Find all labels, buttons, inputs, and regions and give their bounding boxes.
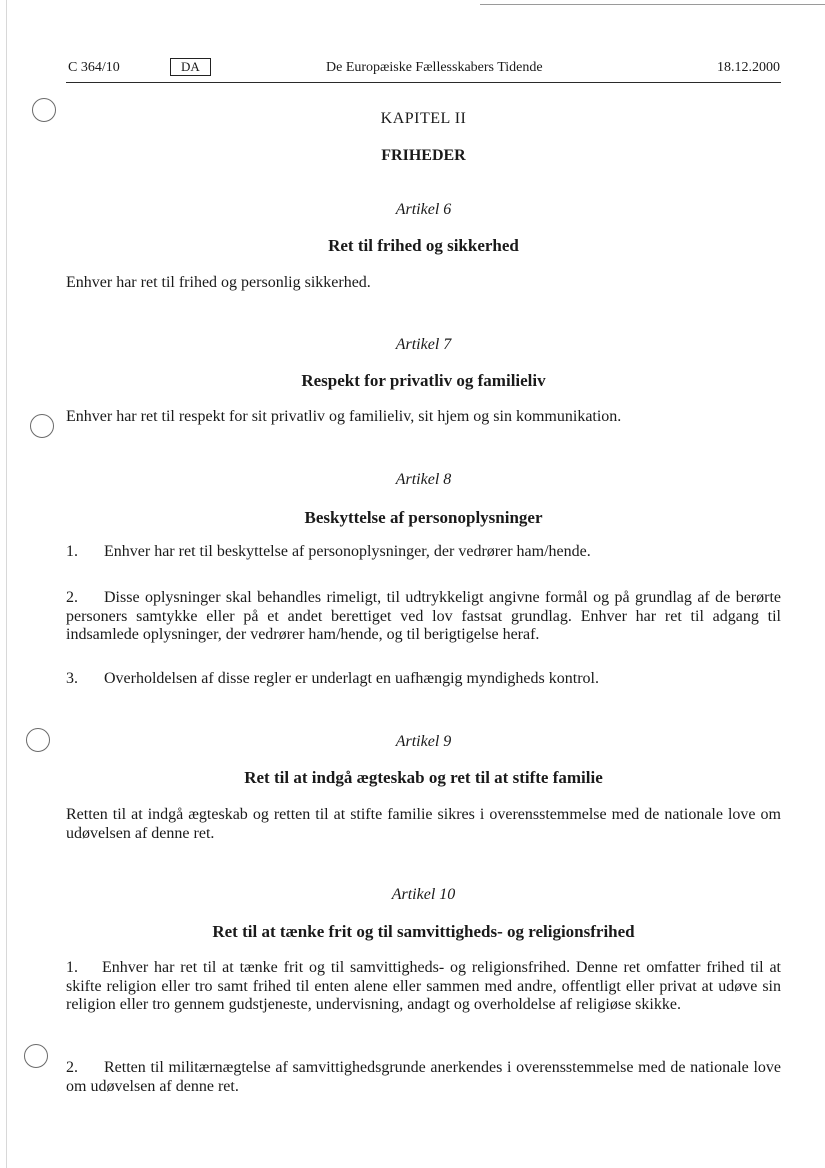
- paragraph-text: Retten til at indgå ægteskab og retten til at stifte familie sikres i overensstemmelse med de nationale love om udøvelsen af denne ret.: [66, 806, 781, 842]
- article-number: Artikel 7: [395, 336, 452, 353]
- paragraph-text: Enhver har ret til frihed og personlig sikkerhed.: [66, 274, 371, 291]
- punch-hole-mark: [32, 98, 56, 122]
- article-number: Artikel 9: [395, 733, 452, 750]
- scan-left-edge: [6, 0, 7, 1168]
- language-badge: DA: [170, 58, 211, 76]
- punch-hole-mark: [24, 1044, 48, 1068]
- paragraph-text: Retten til militærnægtelse af samvittighedsgrunde anerkendes i overensstemmelse med de nationale love om udøvelsen af denne ret.: [66, 1059, 781, 1095]
- article-paragraph: [66, 274, 781, 293]
- article-title: Beskyttelse af personoplysninger: [304, 508, 543, 527]
- article-paragraph: [66, 670, 781, 689]
- journal-reference: C 364/10: [68, 60, 120, 75]
- chapter-title: FRIHEDER: [381, 147, 466, 164]
- paragraph-text: Disse oplysninger skal behandles rimeligt, til udtrykkeligt angivne formål og på grundlag af de berørte personers samtykke eller på et andet berettiget ved lov fastsat grundlag. Enhver har ret til adgang til indsamlede oplysninger, der vedrører ham/hende, og til berigtigelse heraf.: [66, 589, 781, 643]
- article-paragraph: [66, 1059, 781, 1096]
- article-number: Artikel 6: [395, 201, 452, 218]
- paragraph-number: 1.: [66, 543, 78, 560]
- journal-title: De Europæiske Fællesskabers Tidende: [326, 60, 543, 75]
- paragraph-text: Enhver har ret til beskyttelse af personoplysninger, der vedrører ham/hende.: [104, 543, 591, 560]
- paragraph-number: 3.: [66, 670, 78, 687]
- punch-hole-mark: [30, 414, 54, 438]
- paragraph-number: 2.: [66, 589, 78, 606]
- article-paragraph: [66, 806, 781, 843]
- article-number: Artikel 10: [391, 886, 456, 903]
- paragraph-number: 2.: [66, 1059, 78, 1076]
- journal-header: [68, 60, 780, 78]
- article-title: Ret til at indgå ægteskab og ret til at stifte familie: [244, 768, 603, 787]
- article-title: Respekt for privatliv og familieliv: [301, 371, 546, 390]
- publication-date: 18.12.2000: [717, 60, 780, 75]
- article-title: Ret til frihed og sikkerhed: [328, 236, 519, 255]
- paragraph-text: Overholdelsen af disse regler er underlagt en uafhængig myndigheds kontrol.: [104, 670, 599, 687]
- paragraph-number: 1.: [66, 959, 78, 976]
- article-paragraph: [66, 959, 781, 1015]
- chapter-label: KAPITEL II: [380, 110, 467, 127]
- article-title: Ret til at tænke frit og til samvittigheds- og religionsfrihed: [212, 922, 635, 941]
- article-paragraph: [66, 408, 781, 427]
- article-number: Artikel 8: [395, 471, 452, 488]
- article-paragraph: [66, 589, 781, 645]
- article-paragraph: [66, 543, 781, 562]
- paragraph-text: Enhver har ret til respekt for sit privatliv og familieliv, sit hjem og sin kommunikation.: [66, 408, 622, 425]
- punch-hole-mark: [26, 728, 50, 752]
- header-rule: [66, 82, 781, 83]
- scan-top-edge: [480, 4, 825, 5]
- paragraph-text: Enhver har ret til at tænke frit og til samvittigheds- og religionsfrihed. Denne ret omfatter frihed til at skifte religion eller tro samt frihed til enten alene eller sammen med andre, offentligt eller privat at udøve sin religion eller tro gennem gudstjeneste, undervisning, andagt og overholdelse af religiøse skikke.: [66, 959, 781, 1013]
